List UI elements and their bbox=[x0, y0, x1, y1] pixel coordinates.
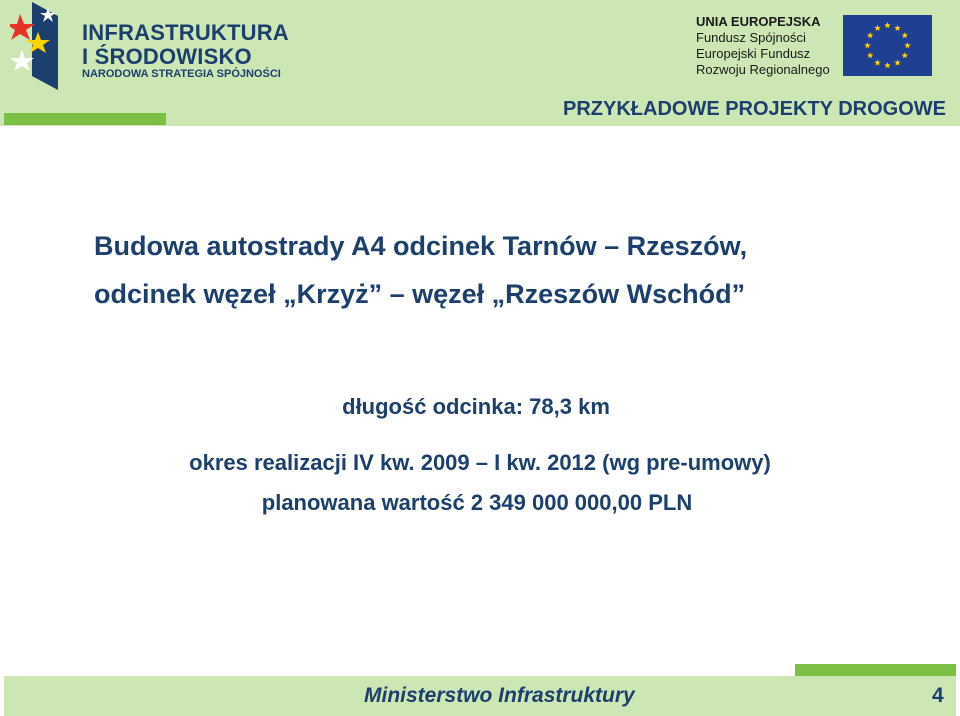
project-title-line2: odcinek węzeł „Krzyż” – węzeł „Rzeszów Wschód” bbox=[94, 279, 746, 309]
eu-text-line3: Europejski Fundusz bbox=[696, 46, 811, 61]
logo-line-infrastruktura: INFRASTRUKTURA bbox=[82, 20, 289, 45]
infrastruktura-logo bbox=[4, 0, 304, 95]
logo-stars-icon bbox=[10, 2, 66, 90]
project-length: długość odcinka: 78,3 km bbox=[342, 394, 610, 419]
project-value: planowana wartość 2 349 000 000,00 PLN bbox=[261, 490, 693, 515]
eu-text-line4: Rozwoju Regionalnego bbox=[696, 62, 830, 77]
logo-line-srodowisko: I ŚRODOWISKO bbox=[82, 44, 252, 69]
logo-line-strategia: NARODOWA STRATEGIA SPÓJNOŚCI bbox=[82, 68, 281, 80]
eu-flag-icon bbox=[843, 15, 932, 76]
eu-text-line1: UNIA EUROPEJSKA bbox=[696, 14, 821, 29]
footer-accent-bar bbox=[795, 664, 956, 676]
eu-text-line2: Fundusz Spójności bbox=[696, 30, 806, 45]
project-title bbox=[94, 222, 894, 318]
header-accent-bar bbox=[4, 113, 166, 125]
section-title: PRZYKŁADOWE PROJEKTY DROGOWE bbox=[563, 98, 946, 120]
footer-ministry: Ministerstwo Infrastruktury bbox=[364, 684, 635, 707]
project-period: okres realizacji IV kw. 2009 – I kw. 2012 (wg pre-umowy) bbox=[189, 450, 771, 475]
page-number: 4 bbox=[932, 684, 944, 707]
eu-logo-text bbox=[696, 14, 836, 78]
project-title-line1: Budowa autostrady A4 odcinek Tarnów – Rzeszów, bbox=[94, 231, 748, 261]
